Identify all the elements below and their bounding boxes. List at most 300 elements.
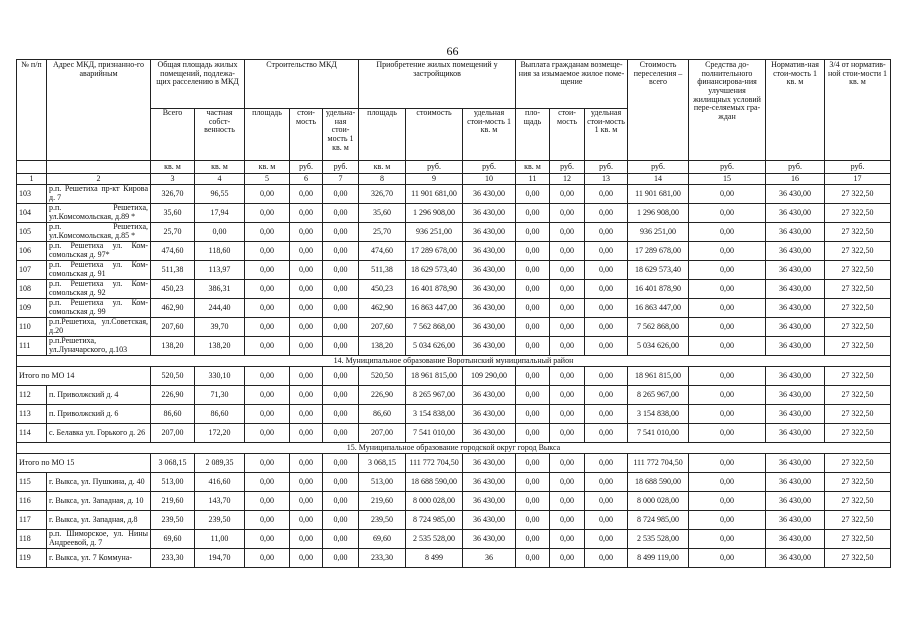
value-cell-col-16: 36 430,00 xyxy=(766,492,825,511)
value-cell-col-7: 0,00 xyxy=(323,424,359,443)
value-cell-col-6: 0,00 xyxy=(290,299,323,318)
column-number-cell: 8 xyxy=(359,174,406,185)
value-cell-col-16: 36 430,00 xyxy=(766,454,825,473)
table-row xyxy=(17,280,891,299)
value-cell-col-6: 0,00 xyxy=(290,405,323,424)
value-cell-col-17: 27 322,50 xyxy=(825,280,891,299)
value-cell-col-13: 0,00 xyxy=(585,492,628,511)
value-cell-col-12: 0,00 xyxy=(550,223,585,242)
value-cell-col-6: 0,00 xyxy=(290,454,323,473)
value-cell-col-16: 36 430,00 xyxy=(766,299,825,318)
value-cell-col-4: 386,31 xyxy=(195,280,245,299)
value-cell-col-10: 36 xyxy=(463,549,516,568)
address-cell: г. Выкса, ул. 7 Коммуна- xyxy=(47,549,151,568)
value-cell-col-14: 7 562 868,00 xyxy=(628,318,689,337)
value-cell-col-12: 0,00 xyxy=(550,299,585,318)
value-cell-col-15: 0,00 xyxy=(689,405,766,424)
value-cell-col-4: 0,00 xyxy=(195,223,245,242)
unit-cell: руб. xyxy=(463,161,516,174)
value-cell-col-8: 3 068,15 xyxy=(359,454,406,473)
value-cell-col-16: 36 430,00 xyxy=(766,337,825,356)
value-cell-col-8: 239,50 xyxy=(359,511,406,530)
value-cell-col-4: 17,94 xyxy=(195,204,245,223)
value-cell-col-6: 0,00 xyxy=(290,530,323,549)
header-acquisition: Приобретение жилых помещений у застройщиков xyxy=(359,60,516,109)
value-cell-col-6: 0,00 xyxy=(290,185,323,204)
row-number: 106 xyxy=(17,242,47,261)
value-cell-col-13: 0,00 xyxy=(585,299,628,318)
value-cell-col-14: 16 401 878,90 xyxy=(628,280,689,299)
value-cell-col-4: 138,20 xyxy=(195,337,245,356)
value-cell-col-10: 36 430,00 xyxy=(463,337,516,356)
value-cell-col-13: 0,00 xyxy=(585,318,628,337)
value-cell-col-17: 27 322,50 xyxy=(825,185,891,204)
column-number-cell: 6 xyxy=(290,174,323,185)
value-cell-col-8: 326,70 xyxy=(359,185,406,204)
value-cell-col-9: 18 629 573,40 xyxy=(406,261,463,280)
section-title: 14. Муниципальное образование Воротынский муниципальный район xyxy=(17,356,891,367)
subheader-unit-cost: удельна-ная стои-мость 1 кв. м xyxy=(323,109,359,161)
subheader-cost: стои-мость xyxy=(290,109,323,161)
value-cell-col-13: 0,00 xyxy=(585,473,628,492)
value-cell-col-10: 36 430,00 xyxy=(463,386,516,405)
value-cell-col-4: 86,60 xyxy=(195,405,245,424)
value-cell-col-12: 0,00 xyxy=(550,454,585,473)
value-cell-col-12: 0,00 xyxy=(550,280,585,299)
value-cell-col-4: 96,55 xyxy=(195,185,245,204)
unit-cell: руб. xyxy=(290,161,323,174)
row-number: 103 xyxy=(17,185,47,204)
subheader-cost-3: стои-мость xyxy=(550,109,585,161)
value-cell-col-15: 0,00 xyxy=(689,492,766,511)
value-cell-col-15: 0,00 xyxy=(689,367,766,386)
header-norm-cost: Норматив-ная стои-мость 1 кв. м xyxy=(766,60,825,161)
value-cell-col-10: 36 430,00 xyxy=(463,261,516,280)
value-cell-col-9: 17 289 678,00 xyxy=(406,242,463,261)
value-cell-col-11: 0,00 xyxy=(516,204,550,223)
value-cell-col-10: 36 430,00 xyxy=(463,299,516,318)
value-cell-col-5: 0,00 xyxy=(245,223,290,242)
value-cell-col-17: 27 322,50 xyxy=(825,511,891,530)
value-cell-col-16: 36 430,00 xyxy=(766,473,825,492)
address-cell: г. Выкса, ул. Западная, д.8 xyxy=(47,511,151,530)
value-cell-col-16: 36 430,00 xyxy=(766,549,825,568)
unit-cell: кв. м xyxy=(359,161,406,174)
column-number-cell: 7 xyxy=(323,174,359,185)
value-cell-col-7: 0,00 xyxy=(323,280,359,299)
value-cell-col-16: 36 430,00 xyxy=(766,261,825,280)
value-cell-col-8: 35,60 xyxy=(359,204,406,223)
value-cell-col-8: 513,00 xyxy=(359,473,406,492)
value-cell-col-11: 0,00 xyxy=(516,454,550,473)
value-cell-col-3: 520,50 xyxy=(151,367,195,386)
resettlement-table xyxy=(16,59,891,568)
unit-cell: руб. xyxy=(766,161,825,174)
value-cell-col-3: 226,90 xyxy=(151,386,195,405)
header-additional-funds: Средства до-полнительного финансирова-ния улучшения жилищных условий пере-селяемых гра-ждан xyxy=(689,60,766,161)
value-cell-col-8: 138,20 xyxy=(359,337,406,356)
value-cell-col-5: 0,00 xyxy=(245,492,290,511)
column-number-cell: 13 xyxy=(585,174,628,185)
section-title: 15. Муниципальное образование городской округ город Выкса xyxy=(17,443,891,454)
value-cell-col-9: 8 000 028,00 xyxy=(406,492,463,511)
value-cell-col-6: 0,00 xyxy=(290,280,323,299)
address-cell: п. Приволжский д. 4 xyxy=(47,386,151,405)
column-number-cell: 15 xyxy=(689,174,766,185)
row-number: 117 xyxy=(17,511,47,530)
value-cell-col-5: 0,00 xyxy=(245,337,290,356)
value-cell-col-4: 194,70 xyxy=(195,549,245,568)
row-number: 119 xyxy=(17,549,47,568)
value-cell-col-10: 36 430,00 xyxy=(463,454,516,473)
value-cell-col-9: 7 562 868,00 xyxy=(406,318,463,337)
value-cell-col-5: 0,00 xyxy=(245,511,290,530)
value-cell-col-9: 8 724 985,00 xyxy=(406,511,463,530)
value-cell-col-3: 233,30 xyxy=(151,549,195,568)
unit-cell-empty xyxy=(47,161,151,174)
value-cell-col-6: 0,00 xyxy=(290,223,323,242)
value-cell-col-14: 3 154 838,00 xyxy=(628,405,689,424)
value-cell-col-5: 0,00 xyxy=(245,185,290,204)
value-cell-col-16: 36 430,00 xyxy=(766,511,825,530)
value-cell-col-7: 0,00 xyxy=(323,511,359,530)
address-cell: р.п. Решетиха ул. Ком-сомольская д. 92 xyxy=(47,280,151,299)
value-cell-col-7: 0,00 xyxy=(323,386,359,405)
header-address: Адрес МКД, признанно-го аварийным xyxy=(47,60,151,161)
value-cell-col-10: 36 430,00 xyxy=(463,185,516,204)
value-cell-col-3: 207,60 xyxy=(151,318,195,337)
value-cell-col-14: 2 535 528,00 xyxy=(628,530,689,549)
value-cell-col-4: 11,00 xyxy=(195,530,245,549)
value-cell-col-13: 0,00 xyxy=(585,549,628,568)
value-cell-col-6: 0,00 xyxy=(290,367,323,386)
column-number-cell: 9 xyxy=(406,174,463,185)
value-cell-col-11: 0,00 xyxy=(516,261,550,280)
unit-cell: кв. м xyxy=(516,161,550,174)
value-cell-col-12: 0,00 xyxy=(550,242,585,261)
value-cell-col-12: 0,00 xyxy=(550,261,585,280)
value-cell-col-14: 16 863 447,00 xyxy=(628,299,689,318)
value-cell-col-10: 36 430,00 xyxy=(463,530,516,549)
table-row xyxy=(17,549,891,568)
value-cell-col-6: 0,00 xyxy=(290,242,323,261)
value-cell-col-11: 0,00 xyxy=(516,280,550,299)
address-cell: р.п. Решетиха пр-кт Кирова д. 7 xyxy=(47,185,151,204)
value-cell-col-10: 36 430,00 xyxy=(463,318,516,337)
subheader-area: площадь xyxy=(245,109,290,161)
value-cell-col-14: 7 541 010,00 xyxy=(628,424,689,443)
value-cell-col-12: 0,00 xyxy=(550,386,585,405)
value-cell-col-15: 0,00 xyxy=(689,223,766,242)
value-cell-col-10: 36 430,00 xyxy=(463,405,516,424)
value-cell-col-5: 0,00 xyxy=(245,530,290,549)
column-number-cell: 12 xyxy=(550,174,585,185)
header-construction: Строительство МКД xyxy=(245,60,359,109)
value-cell-col-10: 36 430,00 xyxy=(463,280,516,299)
value-cell-col-5: 0,00 xyxy=(245,261,290,280)
value-cell-col-14: 1 296 908,00 xyxy=(628,204,689,223)
value-cell-col-12: 0,00 xyxy=(550,511,585,530)
unit-cell: кв. м xyxy=(151,161,195,174)
value-cell-col-15: 0,00 xyxy=(689,511,766,530)
value-cell-col-6: 0,00 xyxy=(290,337,323,356)
value-cell-col-3: 239,50 xyxy=(151,511,195,530)
row-number: 114 xyxy=(17,424,47,443)
value-cell-col-4: 172,20 xyxy=(195,424,245,443)
table-row xyxy=(17,530,891,549)
value-cell-col-3: 207,00 xyxy=(151,424,195,443)
address-cell: р.п.Решетиха, ул.Советская, д.20 xyxy=(47,318,151,337)
unit-cell: кв. м xyxy=(195,161,245,174)
value-cell-col-3: 513,00 xyxy=(151,473,195,492)
value-cell-col-12: 0,00 xyxy=(550,204,585,223)
value-cell-col-8: 86,60 xyxy=(359,405,406,424)
value-cell-col-14: 17 289 678,00 xyxy=(628,242,689,261)
value-cell-col-11: 0,00 xyxy=(516,242,550,261)
value-cell-col-11: 0,00 xyxy=(516,185,550,204)
value-cell-col-10: 36 430,00 xyxy=(463,424,516,443)
value-cell-col-4: 2 089,35 xyxy=(195,454,245,473)
table-row xyxy=(17,223,891,242)
value-cell-col-17: 27 322,50 xyxy=(825,261,891,280)
column-number-cell: 14 xyxy=(628,174,689,185)
table-row xyxy=(17,511,891,530)
value-cell-col-17: 27 322,50 xyxy=(825,530,891,549)
value-cell-col-5: 0,00 xyxy=(245,454,290,473)
value-cell-col-5: 0,00 xyxy=(245,242,290,261)
value-cell-col-16: 36 430,00 xyxy=(766,204,825,223)
value-cell-col-11: 0,00 xyxy=(516,530,550,549)
row-number: 108 xyxy=(17,280,47,299)
table-row xyxy=(17,492,891,511)
subheader-area-2: площадь xyxy=(359,109,406,161)
value-cell-col-17: 27 322,50 xyxy=(825,204,891,223)
column-number-cell: 17 xyxy=(825,174,891,185)
value-cell-col-3: 474,60 xyxy=(151,242,195,261)
value-cell-col-8: 474,60 xyxy=(359,242,406,261)
value-cell-col-9: 1 296 908,00 xyxy=(406,204,463,223)
row-number: 116 xyxy=(17,492,47,511)
table-row xyxy=(17,424,891,443)
value-cell-col-4: 71,30 xyxy=(195,386,245,405)
column-number-cell: 5 xyxy=(245,174,290,185)
value-cell-col-6: 0,00 xyxy=(290,511,323,530)
value-cell-col-9: 8 499 xyxy=(406,549,463,568)
value-cell-col-13: 0,00 xyxy=(585,424,628,443)
value-cell-col-7: 0,00 xyxy=(323,337,359,356)
value-cell-col-11: 0,00 xyxy=(516,223,550,242)
value-cell-col-15: 0,00 xyxy=(689,386,766,405)
header-total-area: Общая площадь жилых помещений, подлежа-щих расселению в МКД xyxy=(151,60,245,109)
value-cell-col-8: 462,90 xyxy=(359,299,406,318)
value-cell-col-17: 27 322,50 xyxy=(825,337,891,356)
value-cell-col-9: 2 535 528,00 xyxy=(406,530,463,549)
value-cell-col-5: 0,00 xyxy=(245,549,290,568)
value-cell-col-15: 0,00 xyxy=(689,204,766,223)
value-cell-col-16: 36 430,00 xyxy=(766,318,825,337)
unit-cell: руб. xyxy=(825,161,891,174)
value-cell-col-15: 0,00 xyxy=(689,424,766,443)
total-row xyxy=(17,454,891,473)
value-cell-col-4: 118,60 xyxy=(195,242,245,261)
value-cell-col-6: 0,00 xyxy=(290,549,323,568)
header-resettlement-cost: Стоимость переселения – всего xyxy=(628,60,689,161)
value-cell-col-6: 0,00 xyxy=(290,204,323,223)
value-cell-col-3: 138,20 xyxy=(151,337,195,356)
subheader-unit-cost-2: удельная стои-мость 1 кв. м xyxy=(463,109,516,161)
unit-cell-empty xyxy=(17,161,47,174)
value-cell-col-9: 16 863 447,00 xyxy=(406,299,463,318)
value-cell-col-9: 3 154 838,00 xyxy=(406,405,463,424)
row-number: 109 xyxy=(17,299,47,318)
value-cell-col-5: 0,00 xyxy=(245,318,290,337)
value-cell-col-11: 0,00 xyxy=(516,424,550,443)
value-cell-col-4: 39,70 xyxy=(195,318,245,337)
value-cell-col-8: 207,60 xyxy=(359,318,406,337)
value-cell-col-16: 36 430,00 xyxy=(766,223,825,242)
value-cell-col-14: 8 000 028,00 xyxy=(628,492,689,511)
table-row xyxy=(17,318,891,337)
value-cell-col-13: 0,00 xyxy=(585,454,628,473)
value-cell-col-16: 36 430,00 xyxy=(766,185,825,204)
value-cell-col-14: 11 901 681,00 xyxy=(628,185,689,204)
value-cell-col-16: 36 430,00 xyxy=(766,405,825,424)
unit-cell: руб. xyxy=(585,161,628,174)
value-cell-col-16: 36 430,00 xyxy=(766,280,825,299)
value-cell-col-6: 0,00 xyxy=(290,492,323,511)
table-row xyxy=(17,473,891,492)
value-cell-col-5: 0,00 xyxy=(245,280,290,299)
value-cell-col-12: 0,00 xyxy=(550,549,585,568)
value-cell-col-7: 0,00 xyxy=(323,405,359,424)
value-cell-col-9: 8 265 967,00 xyxy=(406,386,463,405)
value-cell-col-12: 0,00 xyxy=(550,492,585,511)
subheader-unit-cost-3: удельная стои-мость 1 кв. м xyxy=(585,109,628,161)
value-cell-col-13: 0,00 xyxy=(585,280,628,299)
value-cell-col-5: 0,00 xyxy=(245,367,290,386)
value-cell-col-9: 111 772 704,50 xyxy=(406,454,463,473)
value-cell-col-12: 0,00 xyxy=(550,337,585,356)
value-cell-col-3: 450,23 xyxy=(151,280,195,299)
value-cell-col-15: 0,00 xyxy=(689,185,766,204)
value-cell-col-17: 27 322,50 xyxy=(825,492,891,511)
value-cell-col-14: 18 629 573,40 xyxy=(628,261,689,280)
table-row xyxy=(17,261,891,280)
value-cell-col-14: 8 265 967,00 xyxy=(628,386,689,405)
address-cell: р.п. Шиморское, ул. Нины Андреевой, д. 7 xyxy=(47,530,151,549)
table-row xyxy=(17,204,891,223)
value-cell-col-13: 0,00 xyxy=(585,223,628,242)
value-cell-col-5: 0,00 xyxy=(245,204,290,223)
value-cell-col-10: 36 430,00 xyxy=(463,492,516,511)
value-cell-col-8: 25,70 xyxy=(359,223,406,242)
value-cell-col-6: 0,00 xyxy=(290,261,323,280)
value-cell-col-17: 27 322,50 xyxy=(825,318,891,337)
total-label: Итого по МО 14 xyxy=(17,367,151,386)
value-cell-col-7: 0,00 xyxy=(323,492,359,511)
row-number: 111 xyxy=(17,337,47,356)
table-body xyxy=(17,185,891,568)
value-cell-col-7: 0,00 xyxy=(323,204,359,223)
row-number: 112 xyxy=(17,386,47,405)
value-cell-col-15: 0,00 xyxy=(689,549,766,568)
units-row xyxy=(17,161,891,174)
value-cell-col-5: 0,00 xyxy=(245,299,290,318)
column-number-cell: 4 xyxy=(195,174,245,185)
unit-cell: кв. м xyxy=(245,161,290,174)
value-cell-col-10: 36 430,00 xyxy=(463,242,516,261)
value-cell-col-14: 18 961 815,00 xyxy=(628,367,689,386)
table-row xyxy=(17,242,891,261)
value-cell-col-7: 0,00 xyxy=(323,454,359,473)
value-cell-col-3: 219,60 xyxy=(151,492,195,511)
value-cell-col-4: 244,40 xyxy=(195,299,245,318)
value-cell-col-3: 86,60 xyxy=(151,405,195,424)
column-number-cell: 1 xyxy=(17,174,47,185)
table-row xyxy=(17,299,891,318)
value-cell-col-15: 0,00 xyxy=(689,242,766,261)
value-cell-col-17: 27 322,50 xyxy=(825,367,891,386)
value-cell-col-4: 113,97 xyxy=(195,261,245,280)
value-cell-col-10: 36 430,00 xyxy=(463,473,516,492)
value-cell-col-17: 27 322,50 xyxy=(825,405,891,424)
value-cell-col-14: 8 724 985,00 xyxy=(628,511,689,530)
unit-cell: руб. xyxy=(550,161,585,174)
value-cell-col-12: 0,00 xyxy=(550,405,585,424)
value-cell-col-14: 111 772 704,50 xyxy=(628,454,689,473)
value-cell-col-8: 69,60 xyxy=(359,530,406,549)
value-cell-col-16: 36 430,00 xyxy=(766,424,825,443)
value-cell-col-12: 0,00 xyxy=(550,424,585,443)
value-cell-col-4: 239,50 xyxy=(195,511,245,530)
address-cell: р.п. Решетиха ул. Ком-сомольская д. 99 xyxy=(47,299,151,318)
value-cell-col-12: 0,00 xyxy=(550,473,585,492)
value-cell-col-16: 36 430,00 xyxy=(766,367,825,386)
row-number: 107 xyxy=(17,261,47,280)
value-cell-col-14: 8 499 119,00 xyxy=(628,549,689,568)
address-cell: с. Белавка ул. Горького д. 26 xyxy=(47,424,151,443)
value-cell-col-5: 0,00 xyxy=(245,386,290,405)
value-cell-col-17: 27 322,50 xyxy=(825,549,891,568)
column-number-cell: 2 xyxy=(47,174,151,185)
value-cell-col-17: 27 322,50 xyxy=(825,424,891,443)
value-cell-col-9: 18 688 590,00 xyxy=(406,473,463,492)
subheader-private: частная собст-венность xyxy=(195,109,245,161)
value-cell-col-11: 0,00 xyxy=(516,299,550,318)
subheader-total: Всего xyxy=(151,109,195,161)
value-cell-col-11: 0,00 xyxy=(516,549,550,568)
value-cell-col-13: 0,00 xyxy=(585,242,628,261)
value-cell-col-10: 36 430,00 xyxy=(463,511,516,530)
address-cell: р.п. Решетиха ул. Ком-сомольская д. 91 xyxy=(47,261,151,280)
value-cell-col-15: 0,00 xyxy=(689,318,766,337)
column-numbers-row xyxy=(17,174,891,185)
value-cell-col-13: 0,00 xyxy=(585,337,628,356)
value-cell-col-15: 0,00 xyxy=(689,473,766,492)
header-three-quarters: 3/4 от норматив-ной стои-мости 1 кв. м xyxy=(825,60,891,161)
value-cell-col-8: 219,60 xyxy=(359,492,406,511)
value-cell-col-8: 207,00 xyxy=(359,424,406,443)
value-cell-col-9: 18 961 815,00 xyxy=(406,367,463,386)
value-cell-col-9: 936 251,00 xyxy=(406,223,463,242)
column-number-cell: 3 xyxy=(151,174,195,185)
value-cell-col-16: 36 430,00 xyxy=(766,530,825,549)
value-cell-col-15: 0,00 xyxy=(689,299,766,318)
value-cell-col-3: 25,70 xyxy=(151,223,195,242)
value-cell-col-7: 0,00 xyxy=(323,261,359,280)
value-cell-col-3: 511,38 xyxy=(151,261,195,280)
value-cell-col-17: 27 322,50 xyxy=(825,223,891,242)
